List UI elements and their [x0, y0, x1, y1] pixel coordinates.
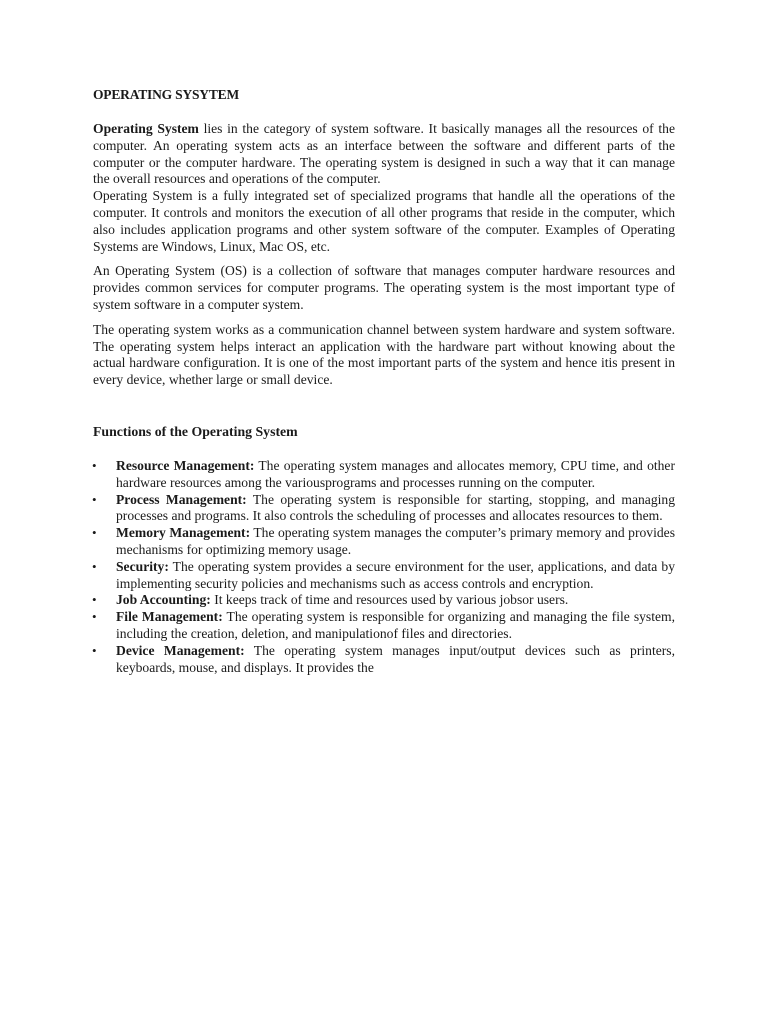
functions-heading: Functions of the Operating System: [93, 423, 298, 439]
list-item: [93, 643, 675, 677]
function-text: The operating system provides a secure environment for the user, applications, and data by implementing security policies and mechanisms such as access controls and encryption.: [116, 558, 675, 591]
bullet-icon: •: [92, 642, 97, 658]
function-text: The operating system manages the computer’s primary memory and provides mechanisms for optimizing memory usage.: [116, 525, 675, 557]
intro-lead-term: Operating System: [93, 121, 199, 136]
function-text: The operating system manages and allocates memory, CPU time, and other hardware resources among the variousprograms and processes running on the computer.: [116, 457, 675, 490]
function-term: Job Accounting:: [116, 592, 211, 608]
body-paragraph: The operating system works as a communication channel between system hardware and system software. The operating system helps interact an application with the hardware part without knowing about the actual hardware configuration. It is one of the most important parts of the system and hence itis present in every device, whether large or small device.: [93, 321, 675, 388]
document-title: OPERATING SYSYTEM: [93, 87, 239, 102]
bullet-icon: •: [92, 592, 97, 608]
function-term: Device Management:: [116, 642, 245, 658]
list-item: [93, 525, 675, 559]
function-term: Memory Management:: [116, 525, 251, 541]
body-paragraph: Operating System is a fully integrated set of specialized programs that handle all the operations of the computer. It controls and monitors the execution of all other programs that reside in the computer, which also includes application programs and other system software of the computer. Examples of Operating Systems are Windows, Linux, Mac OS, etc.: [93, 188, 675, 254]
list-item: [93, 492, 675, 526]
bullet-icon: •: [92, 457, 97, 473]
bullet-icon: •: [92, 491, 97, 507]
functions-list: [93, 458, 675, 676]
body-paragraph: An Operating System (OS) is a collection of software that manages computer hardware resources and provides common services for computer programs. The operating system is the most important type of system software in a computer system.: [93, 263, 675, 312]
intro-text: lies in the category of system software. It basically manages all the resources of the computer. An operating system acts as an interface between the software and different parts of the computer or the computer hardware. The operating system is designed in such a way that it can manage the overall resources and operations of the computer.: [93, 121, 676, 187]
bullet-icon: •: [92, 525, 97, 541]
function-text: The operating system is responsible for starting, stopping, and managing processes and programs. It also controls the scheduling of processes and allocates resources to them.: [116, 491, 675, 524]
intro-paragraph: [93, 121, 675, 188]
list-item: [93, 592, 675, 609]
function-term: Security:: [116, 558, 169, 574]
function-term: Resource Management:: [116, 457, 255, 473]
list-item: [93, 559, 675, 593]
document-page: [93, 86, 675, 676]
function-text: It keeps track of time and resources used by various jobsor users.: [210, 592, 569, 608]
function-term: Process Management:: [116, 491, 247, 507]
function-text: The operating system manages input/output devices such as printers, keyboards, mouse, and displays. It provides the: [116, 642, 675, 675]
bullet-icon: •: [92, 558, 97, 574]
function-text: The operating system is responsible for organizing and managing the file system, including the creation, deletion, and manipulationof files and directories.: [116, 609, 675, 641]
list-item: [93, 458, 675, 492]
function-term: File Management:: [116, 609, 223, 625]
list-item: [93, 609, 675, 643]
bullet-icon: •: [92, 609, 97, 625]
